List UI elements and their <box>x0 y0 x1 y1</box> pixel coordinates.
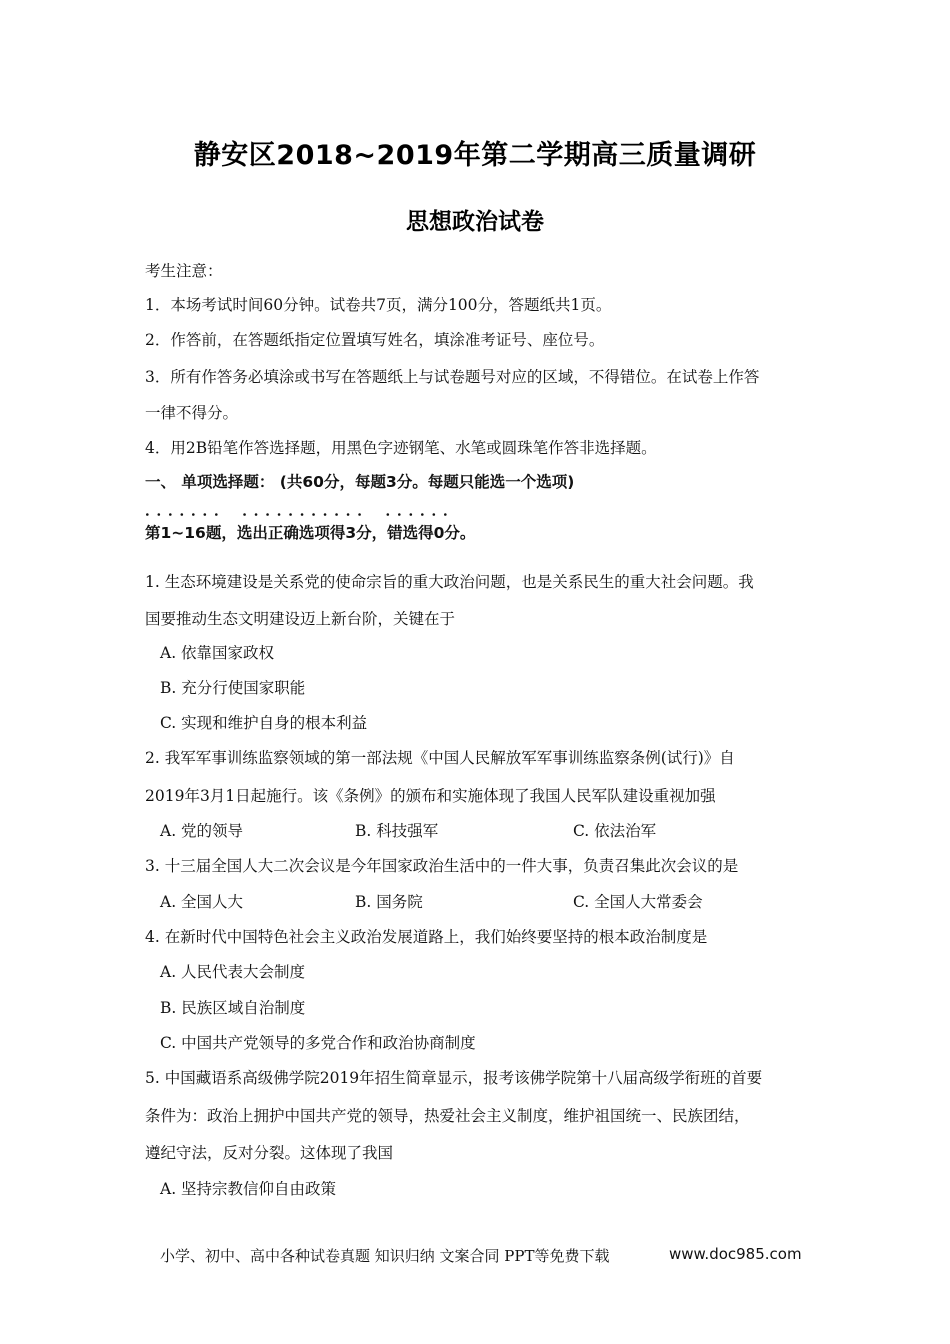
exam-title: 静安区2018~2019年第二学期高三质量调研 <box>193 140 757 171</box>
emphasis-dots: ．．．．．．． ．．．．．．．．．．． ．．．．．． <box>145 501 462 519</box>
footer <box>160 1245 802 1266</box>
option-c: C. 全国人大常委会 <box>573 893 703 911</box>
exam-subtitle: 思想政治试卷 <box>406 209 544 235</box>
question-stem: 4. 在新时代中国特色社会主义政治发展道路上，我们始终要坚持的根本政治制度是 <box>145 928 708 946</box>
option-a: A. 依靠国家政权 <box>160 644 275 662</box>
question-stem: 遵纪守法，反对分裂。这体现了我国 <box>145 1144 394 1162</box>
question-stem: 1. 生态环境建设是关系党的使命宗旨的重大政治问题，也是关系民生的重大社会问题。我 <box>145 573 754 591</box>
option-b: B. 科技强军 <box>355 822 439 840</box>
option-b: B. 民族区域自治制度 <box>160 999 306 1017</box>
option-c: C. 中国共产党领导的多党合作和政治协商制度 <box>160 1034 476 1052</box>
notice-item: 3．所有作答务必填涂或书写在答题纸上与试卷题号对应的区域，不得错位。在试卷上作答 <box>145 368 760 386</box>
notice-item: 4．用2B铅笔作答选择题，用黑色字迹钢笔、水笔或圆珠笔作答非选择题。 <box>145 439 657 457</box>
question-stem: 5. 中国藏语系高级佛学院2019年招生简章显示，报考该佛学院第十八届高级学衔班的首要 <box>145 1069 763 1087</box>
question-stem: 3. 十三届全国人大二次会议是今年国家政治生活中的一件大事，负责召集此次会议的是 <box>145 857 739 875</box>
footer-url[interactable]: www.doc985.com <box>669 1245 802 1263</box>
option-a: A. 党的领导 <box>160 822 244 840</box>
option-b: B. 充分行使国家职能 <box>160 679 306 697</box>
option-a: A. 坚持宗教信仰自由政策 <box>160 1180 337 1198</box>
notice-heading: 考生注意： <box>145 262 223 280</box>
option-a: A. 人民代表大会制度 <box>160 963 306 981</box>
section-rule: 第1~16题，选出正确选项得3分，错选得0分。 <box>145 524 476 542</box>
option-c: C. 依法治军 <box>573 822 657 840</box>
notice-item: 2．作答前，在答题纸指定位置填写姓名，填涂准考证号、座位号。 <box>145 331 605 349</box>
question-stem: 2. 我军军事训练监察领域的第一部法规《中国人民解放军军事训练监察条例(试行)》自 <box>145 749 735 767</box>
notice-item: 一律不得分。 <box>145 404 239 422</box>
footer-text: 小学、初中、高中各种试卷真题 知识归纳 文案合同 PPT等免费下载 <box>160 1247 610 1265</box>
section-heading: 一、 单项选择题： (共60分，每题3分。每题只能选一个选项) <box>145 473 575 491</box>
question-stem: 国要推动生态文明建设迈上新台阶，关键在于 <box>145 610 456 628</box>
notice-item: 1．本场考试时间60分钟。试卷共7页，满分100分，答题纸共1页。 <box>145 296 612 314</box>
option-a: A. 全国人大 <box>160 893 244 911</box>
option-b: B. 国务院 <box>355 893 423 911</box>
option-c: C. 实现和维护自身的根本利益 <box>160 714 368 732</box>
question-stem: 条件为：政治上拥护中国共产党的领导，热爱社会主义制度，维护祖国统一、民族团结， <box>145 1107 750 1125</box>
question-stem: 2019年3月1日起施行。该《条例》的颁布和实施体现了我国人民军队建设重视加强 <box>145 787 716 805</box>
